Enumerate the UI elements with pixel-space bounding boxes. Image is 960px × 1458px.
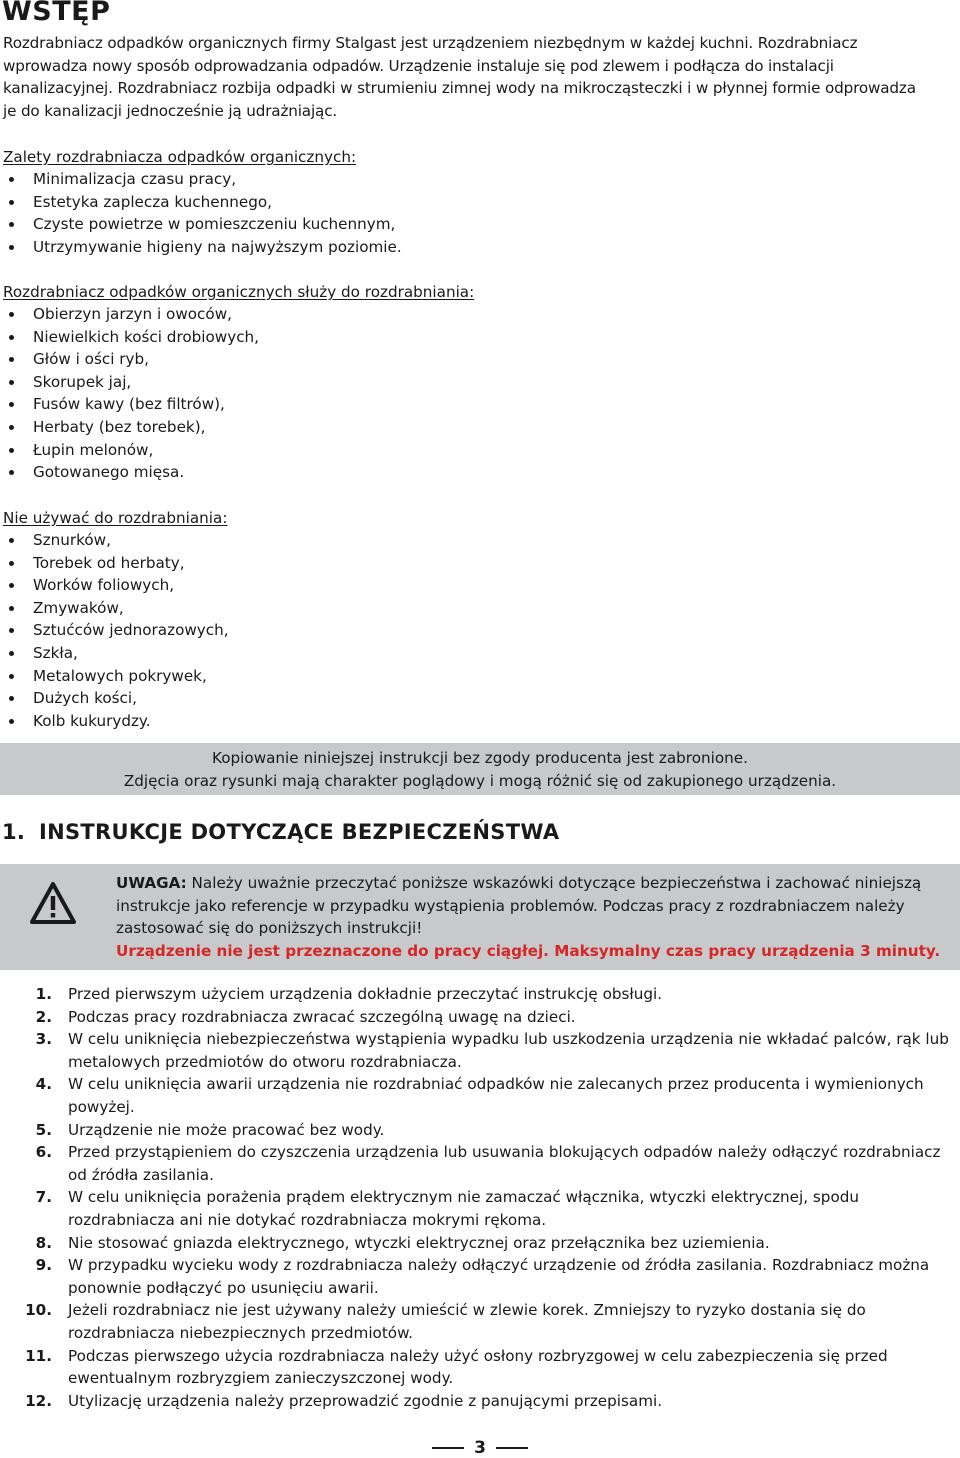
dash-divider xyxy=(496,1447,528,1449)
bullet-icon xyxy=(9,470,14,475)
bullet-icon xyxy=(9,696,14,701)
bullet-icon xyxy=(9,245,14,250)
suitable-list xyxy=(0,303,259,484)
suitable-heading: Rozdrabniacz odpadków organicznych służy do rozdrabniania: xyxy=(3,283,475,301)
bullet-icon xyxy=(9,538,14,543)
list-item: Worków foliowych, xyxy=(0,574,229,597)
list-item: Łupin melonów, xyxy=(0,439,259,462)
bullet-icon xyxy=(9,357,14,362)
intro-line: wprowadza nowy sposób odprowadzania odpadów. Urządzenie instaluje się pod zlewem i podłącza do instalacji xyxy=(3,56,834,75)
list-item: Herbaty (bez torebek), xyxy=(0,416,259,439)
intro-line: kanalizacyjnej. Rozdrabniacz rozbija odpadki w strumieniu zimnej wody na mikrocząsteczki i w płynnej formie odprowadza xyxy=(3,79,916,98)
intro-title: WSTĘP xyxy=(2,0,111,27)
warning-text xyxy=(116,872,946,962)
list-item: Estetyka zaplecza kuchennego, xyxy=(0,191,402,214)
section-number: 1. xyxy=(2,820,26,844)
list-item: 4. W celu uniknięcia awarii urządzenia nie rozdrabniać odpadków nie zalecanych przez producenta i wymienionych powyżej. xyxy=(35,1075,924,1116)
intro-paragraph xyxy=(3,32,953,122)
bullet-icon xyxy=(9,335,14,340)
section-title xyxy=(2,820,559,844)
list-item: Niewielkich kości drobiowych, xyxy=(0,326,259,349)
warning-triangle-icon xyxy=(29,881,77,925)
copyright-notice xyxy=(0,743,960,795)
list-item: Kolb kukurydzy. xyxy=(0,710,229,733)
section-title-text: INSTRUKCJE DOTYCZĄCE BEZPIECZEŃSTWA xyxy=(39,820,560,844)
list-item: 10. Jeżeli rozdrabniacz nie jest używany należy umieścić w zlewie korek. Zmniejszy to ryzyko dostania się do rozdrabniacza niebezpiecznych przedmiotów. xyxy=(25,1301,866,1342)
bullet-icon xyxy=(9,380,14,385)
list-item: 11. Podczas pierwszego użycia rozdrabniacza należy użyć osłony rozbryzgowej w celu zabezpieczenia się przed ewentualnym rozbryzgiem zanieczyszczonej wody. xyxy=(25,1346,888,1388)
bullet-icon xyxy=(9,651,14,656)
list-item: Dużych kości, xyxy=(0,687,229,710)
list-item: 12. Utylizację urządzenia należy przeprowadzić zgodnie z panującymi przepisami. xyxy=(25,1391,663,1410)
list-item: 3. W celu uniknięcia niebezpieczeństwa wystąpienia wypadku lub uszkodzenia urządzenia nie wkładać palców, rąk lub metalowych przedmiotów do otworu rozdrabniacza. xyxy=(35,1030,949,1071)
bullet-icon xyxy=(9,402,14,407)
list-item: Gotowanego mięsa. xyxy=(0,461,259,484)
list-item: Torebek od herbaty, xyxy=(0,552,229,575)
list-item: Utrzymywanie higieny na najwyższym poziomie. xyxy=(0,236,402,259)
warning-box xyxy=(0,864,960,970)
list-item: Metalowych pokrywek, xyxy=(0,665,229,688)
list-item: Szkła, xyxy=(0,642,229,665)
intro-line: je do kanalizacji jednocześnie ją udrażniając. xyxy=(3,101,338,120)
unsuitable-heading: Nie używać do rozdrabniania: xyxy=(3,509,228,527)
warning-body: Należy uważnie przeczytać poniższe wskazówki dotyczące bezpieczeństwa i zachować niniejszą instrukcje jako referencje w przypadku wystąpienia problemów. Podczas pracy z rozdrabniaczem należy zastosować się do poniższych instrukcji! xyxy=(116,874,922,938)
list-item: Sznurków, xyxy=(0,529,229,552)
bullet-icon xyxy=(9,425,14,430)
warning-label: UWAGA: xyxy=(116,874,187,892)
list-item: Głów i ości ryb, xyxy=(0,348,259,371)
list-item: Minimalizacja czasu pracy, xyxy=(0,168,402,191)
bullet-icon xyxy=(9,628,14,633)
list-item: 6. Przed przystąpieniem do czyszczenia urządzenia lub usuwania blokujących odpadów należy odłączyć rozdrabniacz od źródła zasilania. xyxy=(35,1143,941,1184)
list-item: 5. Urządzenie nie może pracować bez wody. xyxy=(35,1120,385,1139)
bullet-icon xyxy=(9,583,14,588)
list-item: Skorupek jaj, xyxy=(0,371,259,394)
list-item: 9. W przypadku wycieku wody z rozdrabniacza należy odłączyć urządzenie od źródła zasilania. Rozdrabniacz można ponownie podłączyć po usunięciu awarii. xyxy=(35,1256,930,1297)
notice-line: Zdjęcia oraz rysunki mają charakter poglądowy i mogą różnić się od zakupionego urządzenia. xyxy=(123,771,837,790)
page-number: 3 xyxy=(0,1438,960,1458)
list-item: Czyste powietrze w pomieszczeniu kuchennym, xyxy=(0,213,402,236)
list-item: 2. Podczas pracy rozdrabniacza zwracać szczególną uwagę na dzieci. xyxy=(35,1007,576,1026)
notice-line: Kopiowanie niniejszej instrukcji bez zgody producenta jest zabronione. xyxy=(212,749,748,767)
list-item: 8. Nie stosować gniazda elektrycznego, wtyczki elektrycznej oraz przełącznika bez uziemienia. xyxy=(35,1233,770,1252)
bullet-icon xyxy=(9,561,14,566)
bullet-icon xyxy=(9,719,14,724)
list-item: 7. W celu uniknięcia porażenia prądem elektrycznym nie zamaczać włącznika, wtyczki elektrycznej, spodu rozdrabniacza ani nie dotykać rozdrabniacza mokrymi rękoma. xyxy=(35,1188,859,1229)
bullet-icon xyxy=(9,312,14,317)
list-item: Fusów kawy (bez filtrów), xyxy=(0,393,259,416)
advantages-heading: Zalety rozdrabniacza odpadków organicznych: xyxy=(3,148,357,166)
warning-alert: Urządzenie nie jest przeznaczone do pracy ciągłej. Maksymalny czas pracy urządzenia 3 minuty. xyxy=(116,941,941,960)
bullet-icon xyxy=(9,448,14,453)
advantages-list xyxy=(0,168,402,258)
bullet-icon xyxy=(9,177,14,182)
bullet-icon xyxy=(9,222,14,227)
list-item: Obierzyn jarzyn i owoców, xyxy=(0,303,259,326)
list-item: Zmywaków, xyxy=(0,597,229,620)
bullet-icon xyxy=(9,606,14,611)
bullet-icon xyxy=(9,674,14,679)
intro-line: Rozdrabniacz odpadków organicznych firmy Stalgast jest urządzeniem niezbędnym w każdej kuchni. Rozdrabniacz xyxy=(3,34,858,52)
list-item: Sztućców jednorazowych, xyxy=(0,619,229,642)
safety-rules-list xyxy=(0,983,960,1412)
dash-divider xyxy=(432,1447,464,1449)
bullet-icon xyxy=(9,200,14,205)
list-item: 1. Przed pierwszym użyciem urządzenia dokładnie przeczytać instrukcję obsługi. xyxy=(35,985,663,1003)
unsuitable-list xyxy=(0,529,229,732)
